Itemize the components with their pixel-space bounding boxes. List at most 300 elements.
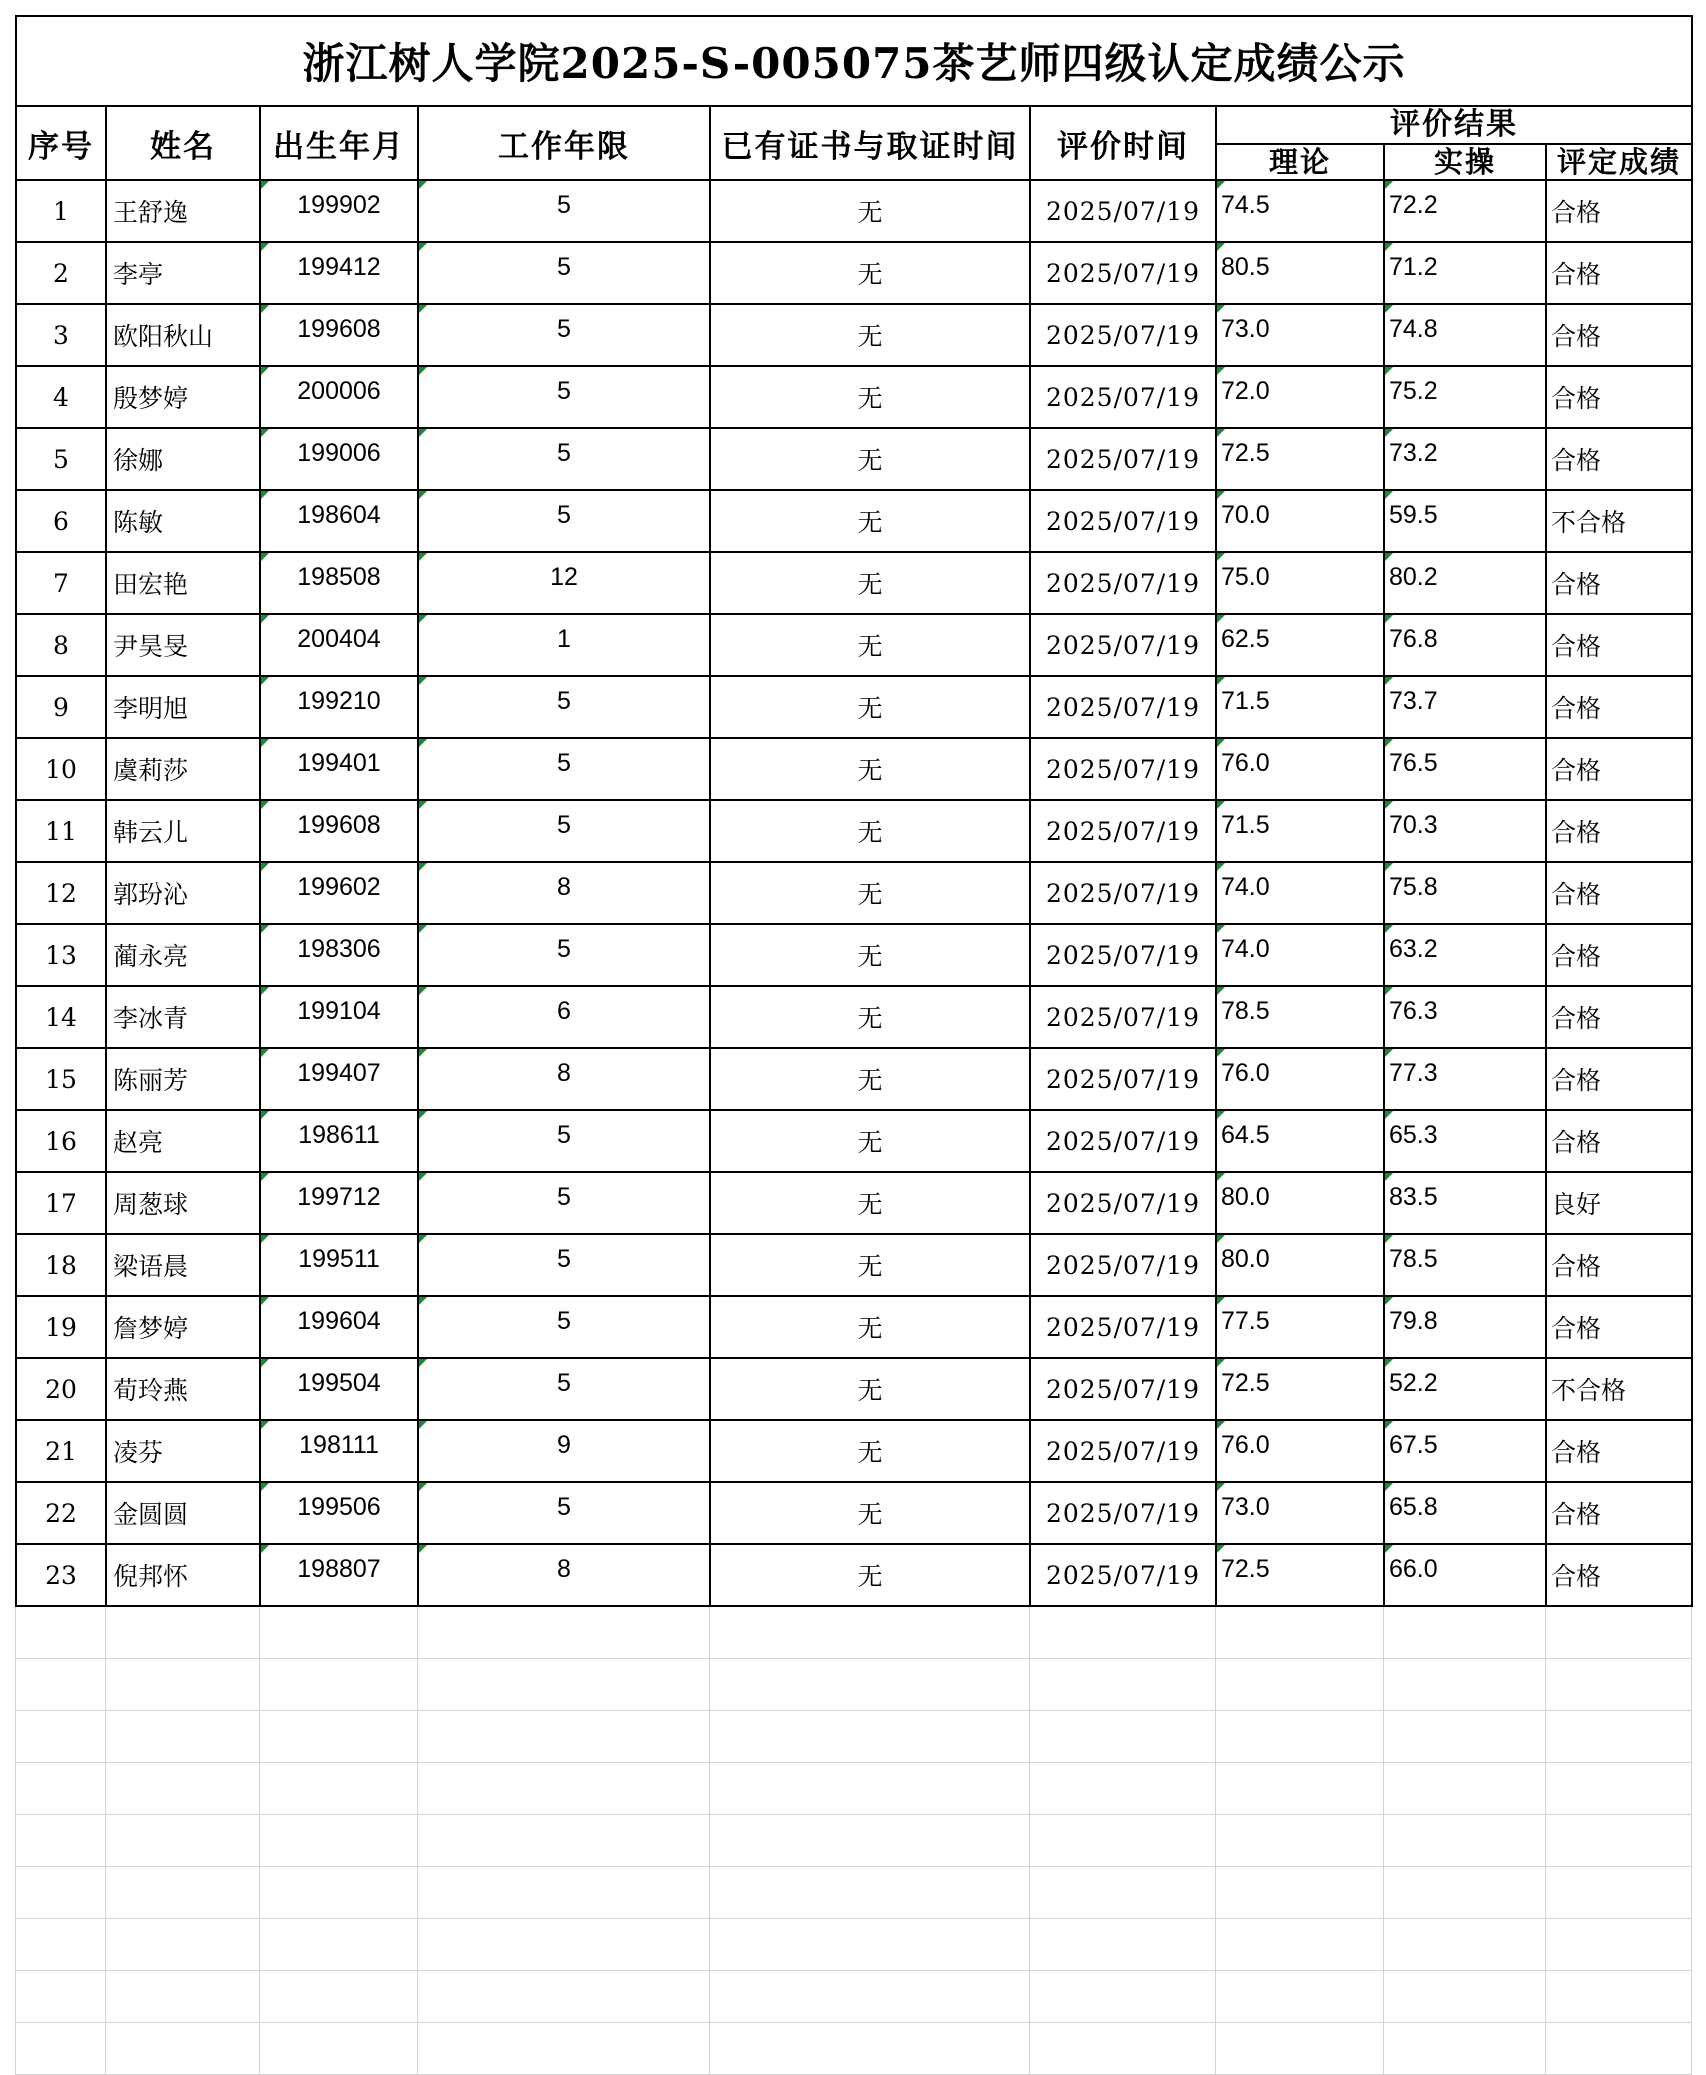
cell-cert[interactable]: 无: [710, 552, 1030, 614]
cell-seq[interactable]: 9: [16, 676, 106, 738]
cell-practice[interactable]: 75.2: [1384, 366, 1546, 428]
empty-cell[interactable]: [1216, 1971, 1384, 2023]
empty-cell[interactable]: [260, 1659, 418, 1711]
cell-grade[interactable]: 合格: [1546, 986, 1692, 1048]
cell-cert[interactable]: 无: [710, 1110, 1030, 1172]
cell-grade[interactable]: 合格: [1546, 676, 1692, 738]
cell-theory[interactable]: 80.5: [1216, 242, 1384, 304]
header-grade[interactable]: 评定成绩: [1546, 144, 1692, 180]
empty-cell[interactable]: [1384, 1971, 1546, 2023]
empty-cell[interactable]: [1030, 2023, 1216, 2075]
cell-date[interactable]: 2025/07/19: [1030, 242, 1216, 304]
cell-seq[interactable]: 6: [16, 490, 106, 552]
cell-practice[interactable]: 83.5: [1384, 1172, 1546, 1234]
cell-grade[interactable]: 合格: [1546, 1420, 1692, 1482]
cell-theory[interactable]: 73.0: [1216, 304, 1384, 366]
empty-cell[interactable]: [1384, 1815, 1546, 1867]
empty-cell[interactable]: [710, 1815, 1030, 1867]
cell-cert[interactable]: 无: [710, 180, 1030, 242]
cell-grade[interactable]: 合格: [1546, 800, 1692, 862]
empty-cell[interactable]: [710, 1763, 1030, 1815]
cell-grade[interactable]: 合格: [1546, 242, 1692, 304]
empty-cell[interactable]: [418, 1919, 710, 1971]
cell-grade[interactable]: 合格: [1546, 1048, 1692, 1110]
empty-cell[interactable]: [260, 1971, 418, 2023]
cell-cert[interactable]: 无: [710, 304, 1030, 366]
cell-grade[interactable]: 合格: [1546, 738, 1692, 800]
empty-cell[interactable]: [260, 1607, 418, 1659]
cell-seq[interactable]: 13: [16, 924, 106, 986]
empty-cell[interactable]: [260, 1711, 418, 1763]
cell-dob[interactable]: 199608: [260, 304, 418, 366]
cell-work[interactable]: 5: [418, 1296, 710, 1358]
cell-practice[interactable]: 79.8: [1384, 1296, 1546, 1358]
empty-cell[interactable]: [710, 1919, 1030, 1971]
cell-work[interactable]: 6: [418, 986, 710, 1048]
empty-cell[interactable]: [1384, 1659, 1546, 1711]
cell-cert[interactable]: 无: [710, 1048, 1030, 1110]
cell-date[interactable]: 2025/07/19: [1030, 366, 1216, 428]
empty-cell[interactable]: [106, 1815, 260, 1867]
empty-cell[interactable]: [1030, 1867, 1216, 1919]
cell-cert[interactable]: 无: [710, 1358, 1030, 1420]
cell-practice[interactable]: 74.8: [1384, 304, 1546, 366]
cell-work[interactable]: 5: [418, 1358, 710, 1420]
empty-cell[interactable]: [260, 2023, 418, 2075]
cell-dob[interactable]: 199608: [260, 800, 418, 862]
cell-theory[interactable]: 64.5: [1216, 1110, 1384, 1172]
cell-work[interactable]: 5: [418, 924, 710, 986]
cell-grade[interactable]: 不合格: [1546, 490, 1692, 552]
empty-cell[interactable]: [418, 2023, 710, 2075]
cell-work[interactable]: 5: [418, 1110, 710, 1172]
cell-name[interactable]: 韩云儿: [106, 800, 260, 862]
cell-seq[interactable]: 23: [16, 1544, 106, 1606]
empty-cell[interactable]: [16, 1659, 106, 1711]
cell-date[interactable]: 2025/07/19: [1030, 552, 1216, 614]
cell-practice[interactable]: 70.3: [1384, 800, 1546, 862]
empty-cell[interactable]: [1546, 1867, 1692, 1919]
cell-dob[interactable]: 198111: [260, 1420, 418, 1482]
cell-name[interactable]: 蔺永亮: [106, 924, 260, 986]
cell-dob[interactable]: 200006: [260, 366, 418, 428]
cell-cert[interactable]: 无: [710, 862, 1030, 924]
cell-date[interactable]: 2025/07/19: [1030, 1048, 1216, 1110]
cell-theory[interactable]: 74.5: [1216, 180, 1384, 242]
cell-seq[interactable]: 22: [16, 1482, 106, 1544]
cell-name[interactable]: 尹昊旻: [106, 614, 260, 676]
cell-dob[interactable]: 198611: [260, 1110, 418, 1172]
cell-grade[interactable]: 合格: [1546, 1234, 1692, 1296]
cell-theory[interactable]: 73.0: [1216, 1482, 1384, 1544]
cell-work[interactable]: 5: [418, 1172, 710, 1234]
cell-seq[interactable]: 21: [16, 1420, 106, 1482]
cell-dob[interactable]: 199407: [260, 1048, 418, 1110]
empty-cell[interactable]: [1384, 1919, 1546, 1971]
cell-dob[interactable]: 199506: [260, 1482, 418, 1544]
empty-cell[interactable]: [1546, 1607, 1692, 1659]
header-eval-date[interactable]: 评价时间: [1030, 106, 1216, 180]
cell-grade[interactable]: 合格: [1546, 862, 1692, 924]
cell-dob[interactable]: 199210: [260, 676, 418, 738]
cell-practice[interactable]: 78.5: [1384, 1234, 1546, 1296]
empty-cell[interactable]: [1030, 1711, 1216, 1763]
cell-cert[interactable]: 无: [710, 924, 1030, 986]
cell-grade[interactable]: 合格: [1546, 1110, 1692, 1172]
cell-seq[interactable]: 20: [16, 1358, 106, 1420]
empty-cell[interactable]: [418, 1815, 710, 1867]
cell-dob[interactable]: 199712: [260, 1172, 418, 1234]
cell-date[interactable]: 2025/07/19: [1030, 180, 1216, 242]
cell-cert[interactable]: 无: [710, 1296, 1030, 1358]
cell-seq[interactable]: 17: [16, 1172, 106, 1234]
cell-date[interactable]: 2025/07/19: [1030, 676, 1216, 738]
cell-cert[interactable]: 无: [710, 428, 1030, 490]
cell-name[interactable]: 金圆圆: [106, 1482, 260, 1544]
cell-cert[interactable]: 无: [710, 366, 1030, 428]
header-seq[interactable]: 序号: [16, 106, 106, 180]
cell-practice[interactable]: 80.2: [1384, 552, 1546, 614]
cell-practice[interactable]: 72.2: [1384, 180, 1546, 242]
cell-theory[interactable]: 76.0: [1216, 1420, 1384, 1482]
empty-cell[interactable]: [418, 1971, 710, 2023]
cell-cert[interactable]: 无: [710, 1172, 1030, 1234]
cell-theory[interactable]: 62.5: [1216, 614, 1384, 676]
cell-work[interactable]: 1: [418, 614, 710, 676]
empty-cell[interactable]: [260, 1763, 418, 1815]
cell-theory[interactable]: 71.5: [1216, 676, 1384, 738]
cell-date[interactable]: 2025/07/19: [1030, 304, 1216, 366]
cell-seq[interactable]: 4: [16, 366, 106, 428]
cell-name[interactable]: 李亭: [106, 242, 260, 304]
empty-cell[interactable]: [16, 1815, 106, 1867]
cell-date[interactable]: 2025/07/19: [1030, 986, 1216, 1048]
cell-theory[interactable]: 80.0: [1216, 1234, 1384, 1296]
empty-cell[interactable]: [418, 1607, 710, 1659]
cell-practice[interactable]: 52.2: [1384, 1358, 1546, 1420]
cell-seq[interactable]: 19: [16, 1296, 106, 1358]
cell-grade[interactable]: 合格: [1546, 366, 1692, 428]
empty-cell[interactable]: [1216, 1867, 1384, 1919]
cell-date[interactable]: 2025/07/19: [1030, 1234, 1216, 1296]
table-row: [16, 1482, 1692, 1544]
cell-seq[interactable]: 14: [16, 986, 106, 1048]
cell-work[interactable]: 9: [418, 1420, 710, 1482]
cell-grade[interactable]: 合格: [1546, 614, 1692, 676]
cell-name[interactable]: 周葱球: [106, 1172, 260, 1234]
empty-cell[interactable]: [1546, 1659, 1692, 1711]
header-dob[interactable]: 出生年月: [260, 106, 418, 180]
cell-work[interactable]: 5: [418, 1482, 710, 1544]
cell-cert[interactable]: 无: [710, 1544, 1030, 1606]
cell-theory[interactable]: 78.5: [1216, 986, 1384, 1048]
header-work-years[interactable]: 工作年限: [418, 106, 710, 180]
cell-cert[interactable]: 无: [710, 1420, 1030, 1482]
cell-date[interactable]: 2025/07/19: [1030, 1296, 1216, 1358]
empty-cell[interactable]: [1030, 1815, 1216, 1867]
empty-cell[interactable]: [710, 1607, 1030, 1659]
cell-theory[interactable]: 72.5: [1216, 428, 1384, 490]
empty-cell[interactable]: [418, 1763, 710, 1815]
cell-work[interactable]: 12: [418, 552, 710, 614]
cell-grade[interactable]: 合格: [1546, 1296, 1692, 1358]
cell-dob[interactable]: 198807: [260, 1544, 418, 1606]
empty-cell[interactable]: [260, 1867, 418, 1919]
cell-date[interactable]: 2025/07/19: [1030, 1544, 1216, 1606]
cell-cert[interactable]: 无: [710, 738, 1030, 800]
cell-seq[interactable]: 2: [16, 242, 106, 304]
empty-cell[interactable]: [106, 1659, 260, 1711]
cell-name[interactable]: 郭玢沁: [106, 862, 260, 924]
page-title[interactable]: 浙江树人学院2025-S-005075茶艺师四级认定成绩公示: [16, 16, 1692, 106]
cell-dob[interactable]: 199401: [260, 738, 418, 800]
cell-theory[interactable]: 72.0: [1216, 366, 1384, 428]
empty-cell[interactable]: [1384, 2023, 1546, 2075]
cell-cert[interactable]: 无: [710, 1482, 1030, 1544]
empty-cell[interactable]: [1216, 1607, 1384, 1659]
cell-seq[interactable]: 11: [16, 800, 106, 862]
cell-name[interactable]: 荀玲燕: [106, 1358, 260, 1420]
empty-cell[interactable]: [1384, 1607, 1546, 1659]
cell-name[interactable]: 殷梦婷: [106, 366, 260, 428]
empty-cell[interactable]: [710, 1659, 1030, 1711]
empty-cell[interactable]: [710, 1711, 1030, 1763]
cell-seq[interactable]: 7: [16, 552, 106, 614]
cell-date[interactable]: 2025/07/19: [1030, 738, 1216, 800]
cell-theory[interactable]: 70.0: [1216, 490, 1384, 552]
cell-practice[interactable]: 76.5: [1384, 738, 1546, 800]
cell-cert[interactable]: 无: [710, 800, 1030, 862]
cell-grade[interactable]: 合格: [1546, 552, 1692, 614]
empty-cell[interactable]: [1216, 1815, 1384, 1867]
empty-cell[interactable]: [260, 1919, 418, 1971]
empty-cell[interactable]: [16, 1867, 106, 1919]
empty-cell[interactable]: [106, 1971, 260, 2023]
cell-practice[interactable]: 73.2: [1384, 428, 1546, 490]
cell-date[interactable]: 2025/07/19: [1030, 1358, 1216, 1420]
cell-work[interactable]: 8: [418, 1048, 710, 1110]
empty-cell[interactable]: [16, 2023, 106, 2075]
cell-theory[interactable]: 80.0: [1216, 1172, 1384, 1234]
empty-cell[interactable]: [16, 1711, 106, 1763]
empty-cell[interactable]: [1384, 1763, 1546, 1815]
cell-seq[interactable]: 12: [16, 862, 106, 924]
cell-name[interactable]: 倪邦怀: [106, 1544, 260, 1606]
header-name[interactable]: 姓名: [106, 106, 260, 180]
empty-cell[interactable]: [1546, 1763, 1692, 1815]
cell-practice[interactable]: 77.3: [1384, 1048, 1546, 1110]
cell-practice[interactable]: 73.7: [1384, 676, 1546, 738]
header-result-group[interactable]: 评价结果: [1216, 106, 1692, 144]
cell-cert[interactable]: 无: [710, 242, 1030, 304]
cell-work[interactable]: 5: [418, 676, 710, 738]
empty-cell[interactable]: [1216, 2023, 1384, 2075]
cell-date[interactable]: 2025/07/19: [1030, 1420, 1216, 1482]
cell-seq[interactable]: 10: [16, 738, 106, 800]
cell-name[interactable]: 凌芬: [106, 1420, 260, 1482]
empty-cell[interactable]: [1030, 1607, 1216, 1659]
cell-name[interactable]: 赵亮: [106, 1110, 260, 1172]
cell-grade[interactable]: 合格: [1546, 180, 1692, 242]
cell-date[interactable]: 2025/07/19: [1030, 1482, 1216, 1544]
cell-seq[interactable]: 15: [16, 1048, 106, 1110]
cell-practice[interactable]: 75.8: [1384, 862, 1546, 924]
cell-dob[interactable]: 200404: [260, 614, 418, 676]
cell-seq[interactable]: 5: [16, 428, 106, 490]
empty-cell[interactable]: [260, 1815, 418, 1867]
header-practice[interactable]: 实操: [1384, 144, 1546, 180]
cell-work[interactable]: 8: [418, 1544, 710, 1606]
cell-work[interactable]: 8: [418, 862, 710, 924]
cell-cert[interactable]: 无: [710, 614, 1030, 676]
cell-name[interactable]: 陈丽芳: [106, 1048, 260, 1110]
empty-cell[interactable]: [16, 1971, 106, 2023]
cell-dob[interactable]: 199006: [260, 428, 418, 490]
cell-dob[interactable]: 198604: [260, 490, 418, 552]
empty-cell[interactable]: [1216, 1659, 1384, 1711]
cell-practice[interactable]: 71.2: [1384, 242, 1546, 304]
cell-work[interactable]: 5: [418, 738, 710, 800]
empty-cell[interactable]: [106, 1711, 260, 1763]
empty-cell[interactable]: [1216, 1919, 1384, 1971]
cell-grade[interactable]: 不合格: [1546, 1358, 1692, 1420]
cell-grade[interactable]: 合格: [1546, 1544, 1692, 1606]
cell-work[interactable]: 5: [418, 242, 710, 304]
cell-dob[interactable]: 199511: [260, 1234, 418, 1296]
cell-dob[interactable]: 199604: [260, 1296, 418, 1358]
cell-date[interactable]: 2025/07/19: [1030, 1110, 1216, 1172]
cell-theory[interactable]: 72.5: [1216, 1544, 1384, 1606]
cell-work[interactable]: 5: [418, 366, 710, 428]
cell-dob[interactable]: 199104: [260, 986, 418, 1048]
empty-cell[interactable]: [1030, 1763, 1216, 1815]
cell-theory[interactable]: 74.0: [1216, 862, 1384, 924]
empty-cell[interactable]: [1030, 1971, 1216, 2023]
cell-work[interactable]: 5: [418, 1234, 710, 1296]
empty-cell[interactable]: [16, 1919, 106, 1971]
cell-theory[interactable]: 74.0: [1216, 924, 1384, 986]
cell-dob[interactable]: 198306: [260, 924, 418, 986]
empty-cell[interactable]: [106, 1763, 260, 1815]
empty-cell[interactable]: [1030, 1919, 1216, 1971]
cell-name[interactable]: 田宏艳: [106, 552, 260, 614]
cell-date[interactable]: 2025/07/19: [1030, 428, 1216, 490]
header-theory[interactable]: 理论: [1216, 144, 1384, 180]
empty-cell[interactable]: [16, 1607, 106, 1659]
cell-seq[interactable]: 3: [16, 304, 106, 366]
cell-cert[interactable]: 无: [710, 676, 1030, 738]
cell-dob[interactable]: 199902: [260, 180, 418, 242]
cell-date[interactable]: 2025/07/19: [1030, 924, 1216, 986]
cell-theory[interactable]: 75.0: [1216, 552, 1384, 614]
cell-cert[interactable]: 无: [710, 986, 1030, 1048]
empty-cell[interactable]: [1546, 2023, 1692, 2075]
cell-date[interactable]: 2025/07/19: [1030, 800, 1216, 862]
cell-seq[interactable]: 16: [16, 1110, 106, 1172]
cell-grade[interactable]: 合格: [1546, 428, 1692, 490]
cell-work[interactable]: 5: [418, 180, 710, 242]
empty-cell[interactable]: [1216, 1763, 1384, 1815]
empty-cell[interactable]: [106, 1867, 260, 1919]
cell-name[interactable]: 徐娜: [106, 428, 260, 490]
cell-name[interactable]: 李明旭: [106, 676, 260, 738]
cell-theory[interactable]: 71.5: [1216, 800, 1384, 862]
empty-cell[interactable]: [710, 1867, 1030, 1919]
cell-practice[interactable]: 65.8: [1384, 1482, 1546, 1544]
cell-work[interactable]: 5: [418, 800, 710, 862]
cell-name[interactable]: 詹梦婷: [106, 1296, 260, 1358]
cell-practice[interactable]: 76.8: [1384, 614, 1546, 676]
cell-practice[interactable]: 59.5: [1384, 490, 1546, 552]
cell-dob[interactable]: 199602: [260, 862, 418, 924]
empty-cell[interactable]: [16, 1763, 106, 1815]
cell-name[interactable]: 欧阳秋山: [106, 304, 260, 366]
empty-cell[interactable]: [1384, 1867, 1546, 1919]
cell-dob[interactable]: 198508: [260, 552, 418, 614]
cell-date[interactable]: 2025/07/19: [1030, 614, 1216, 676]
empty-cell[interactable]: [418, 1659, 710, 1711]
empty-cell[interactable]: [1030, 1659, 1216, 1711]
cell-practice[interactable]: 65.3: [1384, 1110, 1546, 1172]
cell-dob[interactable]: 199412: [260, 242, 418, 304]
cell-date[interactable]: 2025/07/19: [1030, 862, 1216, 924]
cell-name[interactable]: 虞莉莎: [106, 738, 260, 800]
cell-work[interactable]: 5: [418, 490, 710, 552]
empty-cell[interactable]: [1546, 1919, 1692, 1971]
cell-practice[interactable]: 66.0: [1384, 1544, 1546, 1606]
cell-date[interactable]: 2025/07/19: [1030, 490, 1216, 552]
empty-cell[interactable]: [710, 2023, 1030, 2075]
cell-cert[interactable]: 无: [710, 1234, 1030, 1296]
cell-theory[interactable]: 72.5: [1216, 1358, 1384, 1420]
empty-cell[interactable]: [418, 1867, 710, 1919]
empty-cell[interactable]: [1384, 1711, 1546, 1763]
cell-work[interactable]: 5: [418, 428, 710, 490]
empty-cell[interactable]: [1216, 1711, 1384, 1763]
header-cert[interactable]: 已有证书与取证时间: [710, 106, 1030, 180]
cell-work[interactable]: 5: [418, 304, 710, 366]
cell-name[interactable]: 陈敏: [106, 490, 260, 552]
cell-seq[interactable]: 18: [16, 1234, 106, 1296]
empty-cell[interactable]: [1546, 1815, 1692, 1867]
cell-seq[interactable]: 8: [16, 614, 106, 676]
empty-cell[interactable]: [106, 1607, 260, 1659]
cell-grade[interactable]: 合格: [1546, 304, 1692, 366]
empty-cell[interactable]: [418, 1711, 710, 1763]
cell-practice[interactable]: 67.5: [1384, 1420, 1546, 1482]
cell-theory[interactable]: 77.5: [1216, 1296, 1384, 1358]
empty-cell[interactable]: [1546, 1971, 1692, 2023]
cell-grade[interactable]: 合格: [1546, 924, 1692, 986]
cell-name[interactable]: 梁语晨: [106, 1234, 260, 1296]
cell-grade[interactable]: 合格: [1546, 1482, 1692, 1544]
cell-seq[interactable]: 1: [16, 180, 106, 242]
cell-cert[interactable]: 无: [710, 490, 1030, 552]
cell-name[interactable]: 李冰青: [106, 986, 260, 1048]
empty-cell[interactable]: [710, 1971, 1030, 2023]
empty-cell[interactable]: [106, 2023, 260, 2075]
empty-cell[interactable]: [106, 1919, 260, 1971]
cell-practice[interactable]: 63.2: [1384, 924, 1546, 986]
empty-cell[interactable]: [1546, 1711, 1692, 1763]
cell-practice[interactable]: 76.3: [1384, 986, 1546, 1048]
cell-theory[interactable]: 76.0: [1216, 738, 1384, 800]
cell-theory[interactable]: 76.0: [1216, 1048, 1384, 1110]
cell-dob[interactable]: 199504: [260, 1358, 418, 1420]
cell-date[interactable]: 2025/07/19: [1030, 1172, 1216, 1234]
cell-grade[interactable]: 良好: [1546, 1172, 1692, 1234]
cell-name[interactable]: 王舒逸: [106, 180, 260, 242]
